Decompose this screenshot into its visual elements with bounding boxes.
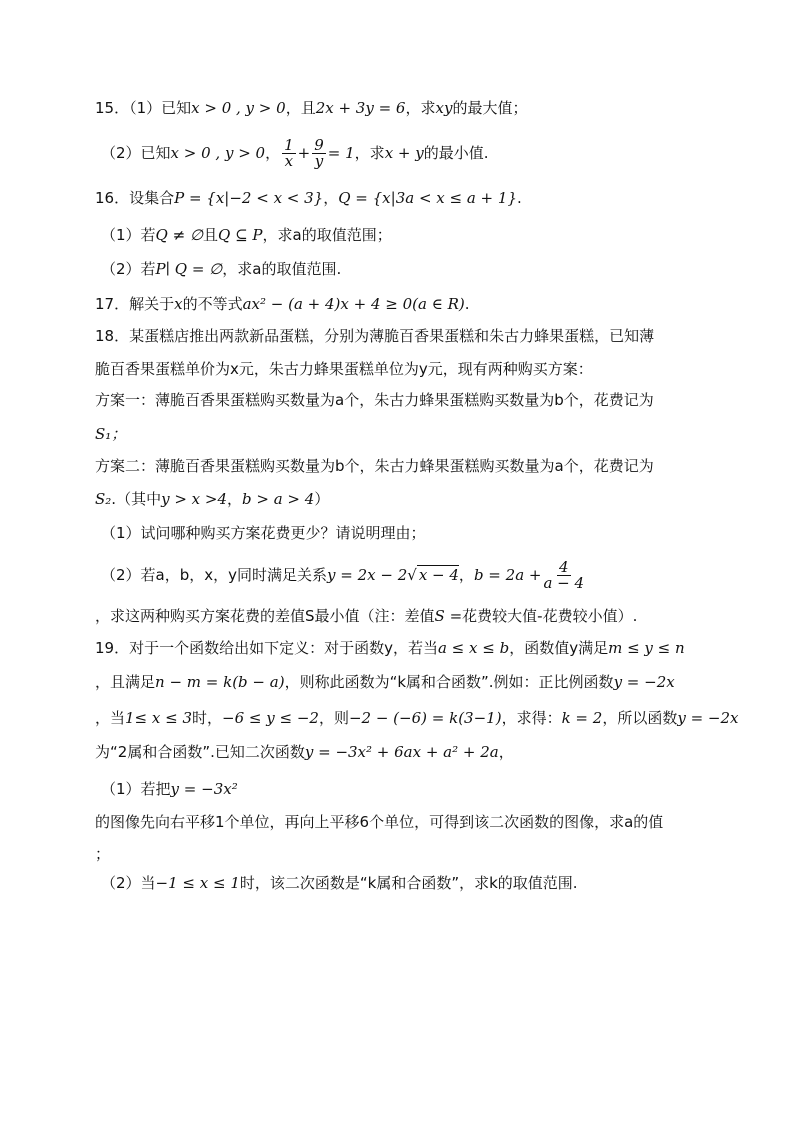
q19-line-7: ；: [95, 845, 111, 863]
text: ，求: [405, 99, 436, 117]
text: .: [516, 189, 522, 207]
math: Q = {x|3a < x ≤ a + 1}: [338, 189, 517, 207]
math: y = −2x: [677, 709, 739, 727]
math: +: [297, 144, 311, 162]
text: 为“2属和合函数”.已知二次函数: [95, 743, 305, 761]
q19-line-1: [95, 637, 734, 659]
fraction-4-over-a-minus-4: $\frac{4}{a - 4}$: [543, 558, 585, 592]
q19-line-2: [95, 671, 734, 693]
q18-line-8: [101, 560, 734, 591]
q15-line-2: [101, 138, 734, 169]
math: x > 0 , y > 0: [191, 99, 286, 117]
q18-line-3: 方案一：薄脆百香果蛋糕购买数量为a个，朱古力蜂果蛋糕购买数量为b个，花费记为: [95, 391, 654, 409]
q16-line-1: [95, 187, 734, 209]
text: 16．设集合: [95, 189, 175, 207]
fraction-9-over-y: $\frac{9}{y}$: [314, 136, 324, 170]
q16-line-2: [101, 224, 734, 246]
math: x: [174, 295, 183, 313]
text: 的不等式: [182, 295, 243, 313]
text: 的最大值；: [452, 99, 528, 117]
math: −1 ≤ x ≤ 1: [155, 874, 240, 892]
q19-line-5: [101, 778, 734, 800]
math: b = 2a +: [473, 566, 542, 584]
q18-line-2: 脆百香果蛋糕单价为x元，朱古力蜂果蛋糕单位为y元，现有两种购买方案：: [95, 360, 593, 378]
text: ，函数值y满足: [509, 639, 609, 657]
text: ，: [227, 490, 243, 508]
math: P = {x|−2 < x < 3}: [174, 189, 324, 207]
math: xy: [435, 99, 453, 117]
text: ，: [458, 566, 474, 584]
text: ，求: [354, 144, 385, 162]
text: ，求a的取值范围；: [262, 226, 392, 244]
q18-line-6: [95, 488, 734, 510]
text: 19．对于一个函数给出如下定义：对于函数y，若当: [95, 639, 438, 657]
math: = 1: [327, 144, 355, 162]
math: b > a > 4: [242, 490, 315, 508]
q19-line-4: [95, 741, 734, 763]
q19-line-8: [101, 872, 734, 894]
text: （1）若: [101, 226, 156, 244]
q19-line-3: [95, 707, 739, 729]
text: 且: [203, 226, 219, 244]
q17-line-1: [95, 293, 734, 315]
text: ，且: [285, 99, 316, 117]
math: −6 ≤ y ≤ −2: [222, 709, 319, 727]
math: ax² − (a + 4)x + 4 ≥ 0(a ∈ R): [242, 295, 465, 313]
text: .（其中: [111, 490, 162, 508]
text: （2）当: [101, 874, 156, 892]
text: ）: [314, 490, 330, 508]
text: 15．（1）已知: [95, 99, 192, 117]
text: 17．解关于: [95, 295, 175, 313]
q16-line-3: [101, 258, 734, 280]
math: y = −3x²: [170, 780, 238, 798]
math: Q ≠ ∅: [155, 226, 204, 244]
math: S₂: [95, 490, 112, 508]
math: y = −3x² + 6ax + a² + 2a: [304, 743, 499, 761]
math: a ≤ x ≤ b: [437, 639, 510, 657]
text: .: [464, 295, 470, 313]
text: ，: [323, 189, 339, 207]
text: 的最小值.: [423, 144, 489, 162]
radicand: x − 4: [418, 566, 459, 584]
text: （2）若a，b，x，y同时满足关系: [101, 566, 328, 584]
text: ，求a的取值范围.: [222, 260, 342, 278]
q18-line-7: （1）试问哪种购买方案花费更少？请说明理由；: [101, 524, 426, 542]
math: S =: [434, 607, 463, 625]
text: （2）若: [101, 260, 156, 278]
math: 2x + 3y = 6: [315, 99, 406, 117]
q19-line-6: 的图像先向右平移1个单位，再向上平移6个单位，可得到该二次函数的图像，求a的值: [95, 813, 664, 831]
text: ，当: [95, 709, 126, 727]
text: 时，: [192, 709, 223, 727]
text: ，且满足: [95, 673, 156, 691]
math: −2 − (−6) = k(3−1): [348, 709, 502, 727]
math: x + y: [384, 144, 424, 162]
math: x > 0 , y > 0: [170, 144, 266, 162]
q15-line-1: [95, 97, 734, 119]
text: 时，该二次函数是“k属和合函数”，求k的取值范围.: [239, 874, 578, 892]
math: S₁；: [95, 425, 127, 443]
math: y = −2x: [613, 673, 675, 691]
q18-line-5: 方案二：薄脆百香果蛋糕购买数量为b个，朱古力蜂果蛋糕购买数量为a个，花费记为: [95, 457, 654, 475]
q18-line-9: [95, 605, 734, 627]
math: y = 2x − 2: [327, 566, 408, 584]
text: ，所以函数: [602, 709, 678, 727]
q18-line-1: 18．某蛋糕店推出两款新品蛋糕，分别为薄脆百香果蛋糕和朱古力蜂果蛋糕，已知薄: [95, 327, 655, 345]
math: 1≤ x ≤ 3: [125, 709, 193, 727]
text: （2）已知: [101, 144, 171, 162]
text: ，: [498, 743, 514, 761]
fraction-1-over-x: $\frac{1}{x}$: [284, 136, 294, 170]
math: n − m = k(b − a): [155, 673, 285, 691]
text: ，则称此函数为“k属和合函数”.例如：正比例函数: [284, 673, 614, 691]
text: 花费较大值-花费较小值）.: [462, 607, 638, 625]
text: ，则: [318, 709, 349, 727]
text: ，求这两种购买方案花费的差值S最小值（注：差值: [95, 607, 435, 625]
text: ，: [265, 144, 281, 162]
math: k = 2: [561, 709, 603, 727]
text: ，求得：: [501, 709, 562, 727]
math: P∣ Q = ∅: [155, 260, 223, 278]
math: Q ⊆ P: [218, 226, 263, 244]
math: m ≤ y ≤ n: [608, 639, 685, 657]
q18-line-4: [95, 423, 734, 445]
text: （1）若把: [101, 780, 171, 798]
sqrt-sign: √: [407, 566, 417, 584]
math: y > x >4: [161, 490, 227, 508]
